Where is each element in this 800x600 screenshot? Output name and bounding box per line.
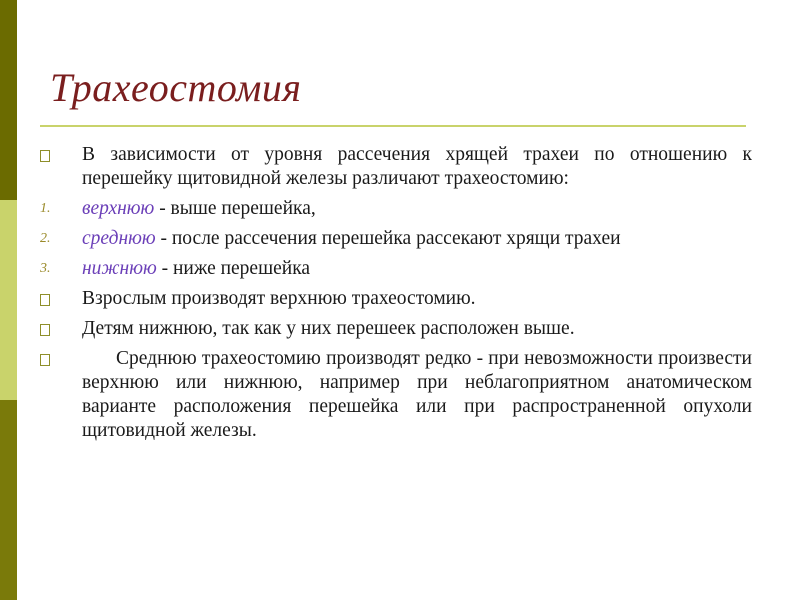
bullet-item xyxy=(40,287,752,311)
slide-title: Трахеостомия xyxy=(50,65,302,110)
square-bullet-icon xyxy=(40,287,70,314)
side-bar-bottom xyxy=(0,400,17,600)
bullet-item xyxy=(40,347,752,443)
item-number: 1. xyxy=(40,201,51,216)
numbered-item xyxy=(40,257,752,281)
item-term: среднюю xyxy=(82,228,156,249)
numbered-item xyxy=(40,227,752,251)
item-term: верхнюю xyxy=(82,198,155,219)
bullet-item xyxy=(40,317,752,341)
square-bullet-icon xyxy=(40,347,70,374)
intro-text: В зависимости от уровня рассечения хрящей трахеи по отношению к перешейку щитовидной железы различают трахеостомию: xyxy=(82,144,752,189)
bullet-text: Взрослым производят верхнюю трахеостомию. xyxy=(82,288,476,309)
bullet-text: Среднюю трахеостомию производят редко - при невозможности произвести верхнюю или нижнюю, например при неблагоприятном анатомическом варианте расположения перешейка или при распространенной опухоли щитовидной железы. xyxy=(82,348,752,441)
numbered-item xyxy=(40,197,752,221)
item-text: - ниже перешейка xyxy=(156,258,311,279)
square-bullet-icon xyxy=(40,143,70,170)
item-term: нижнюю xyxy=(82,258,157,279)
intro-bullet xyxy=(40,143,752,191)
slide-content xyxy=(40,143,752,449)
side-bar-top xyxy=(0,0,17,200)
item-number: 2. xyxy=(40,231,51,246)
square-bullet-icon xyxy=(40,317,70,344)
bullet-text: Детям нижнюю, так как у них перешеек расположен выше. xyxy=(82,318,575,339)
side-bar-middle xyxy=(0,200,17,400)
item-text: - после рассечения перешейка рассекают хрящи трахеи xyxy=(155,228,621,249)
item-number: 3. xyxy=(40,261,51,276)
title-underline xyxy=(40,125,746,127)
item-text: - выше перешейка, xyxy=(154,198,316,219)
